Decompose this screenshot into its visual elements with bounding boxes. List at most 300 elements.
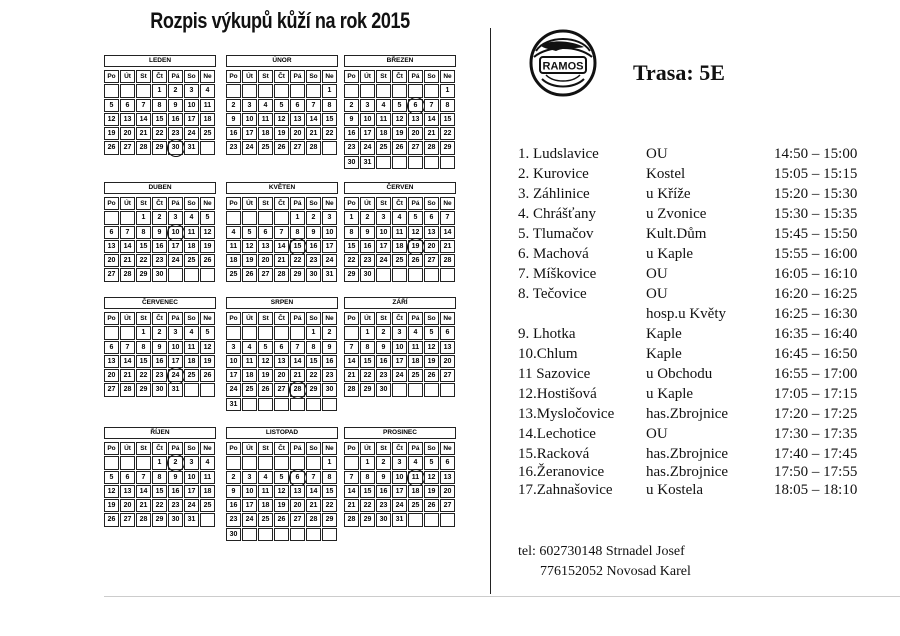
day-cell: 13 (258, 240, 273, 253)
empty-cell (306, 84, 321, 97)
day-cell: 24 (360, 141, 375, 154)
day-cell: 7 (306, 99, 321, 112)
day-cell: 30 (226, 528, 241, 541)
stop-time: 17:05 – 17:15 (774, 386, 858, 402)
day-cell: 3 (184, 84, 199, 97)
day-cell: 18 (408, 355, 423, 368)
empty-cell (136, 84, 151, 97)
day-header: Po (226, 312, 241, 325)
empty-cell (200, 268, 215, 281)
day-cell: 10 (392, 341, 407, 354)
day-cell: 21 (136, 499, 151, 512)
day-cell: 23 (360, 254, 375, 267)
day-cell: 19 (104, 127, 119, 140)
day-header: Út (242, 312, 257, 325)
day-cell: 13 (120, 485, 135, 498)
day-cell: 31 (226, 398, 241, 411)
day-cell: 7 (120, 226, 135, 239)
day-cell: 21 (344, 369, 359, 382)
day-cell: 4 (184, 326, 199, 339)
stop-name: 1. Ludslavice (518, 146, 599, 162)
empty-cell (424, 513, 439, 526)
day-cell: 11 (408, 341, 423, 354)
day-cell: 14 (306, 113, 321, 126)
day-cell: 2 (168, 456, 183, 469)
day-cell: 18 (226, 254, 241, 267)
day-cell: 12 (274, 113, 289, 126)
day-header: Čt (274, 70, 289, 83)
day-cell: 23 (376, 369, 391, 382)
empty-cell (258, 211, 273, 224)
day-header: Po (104, 312, 119, 325)
day-cell: 24 (184, 499, 199, 512)
stop-name: 11 Sazovice (518, 366, 591, 382)
day-cell: 30 (376, 513, 391, 526)
day-cell: 7 (440, 211, 455, 224)
month-days (344, 442, 456, 528)
empty-cell (200, 141, 215, 154)
day-cell: 18 (258, 499, 273, 512)
day-cell: 3 (242, 471, 257, 484)
day-header: Ne (322, 442, 337, 455)
day-cell: 13 (408, 113, 423, 126)
day-cell: 22 (322, 499, 337, 512)
day-cell: 9 (360, 226, 375, 239)
day-cell: 13 (104, 355, 119, 368)
day-cell: 30 (152, 383, 167, 396)
day-cell: 9 (344, 113, 359, 126)
day-header: Pá (408, 312, 423, 325)
empty-cell (408, 268, 423, 281)
day-cell: 14 (274, 240, 289, 253)
day-cell: 3 (168, 211, 183, 224)
day-cell: 24 (376, 254, 391, 267)
day-cell: 26 (200, 369, 215, 382)
day-cell: 6 (120, 99, 135, 112)
empty-cell (184, 383, 199, 396)
stop-time: 17:30 – 17:35 (774, 426, 858, 442)
day-cell: 12 (104, 113, 119, 126)
day-cell: 11 (200, 99, 215, 112)
day-header: St (258, 312, 273, 325)
day-cell: 29 (440, 141, 455, 154)
day-cell: 6 (440, 456, 455, 469)
empty-cell (226, 84, 241, 97)
day-cell: 30 (344, 156, 359, 169)
day-header: Ne (322, 197, 337, 210)
day-cell: 6 (290, 99, 305, 112)
day-cell: 25 (408, 369, 423, 382)
day-header: St (376, 442, 391, 455)
day-cell: 21 (120, 254, 135, 267)
day-cell: 6 (408, 99, 423, 112)
day-cell: 25 (226, 268, 241, 281)
empty-cell (226, 211, 241, 224)
day-cell: 15 (322, 113, 337, 126)
day-cell: 8 (440, 99, 455, 112)
day-cell: 23 (168, 127, 183, 140)
day-header: Ne (200, 70, 215, 83)
day-cell: 4 (258, 471, 273, 484)
day-header: Pá (408, 70, 423, 83)
empty-cell (306, 528, 321, 541)
empty-cell (274, 326, 289, 339)
day-cell: 13 (120, 113, 135, 126)
day-cell: 24 (392, 499, 407, 512)
day-cell: 25 (258, 141, 273, 154)
day-cell: 16 (376, 355, 391, 368)
day-cell: 29 (152, 513, 167, 526)
day-cell: 23 (344, 141, 359, 154)
day-header: Po (226, 442, 241, 455)
day-header: So (184, 197, 199, 210)
day-cell: 11 (258, 485, 273, 498)
day-cell: 3 (184, 456, 199, 469)
day-cell: 19 (424, 485, 439, 498)
empty-cell (408, 84, 423, 97)
day-cell: 9 (226, 113, 241, 126)
day-cell: 27 (120, 513, 135, 526)
day-header: St (136, 312, 151, 325)
day-cell: 9 (306, 226, 321, 239)
day-cell: 5 (392, 99, 407, 112)
day-header: Út (120, 312, 135, 325)
day-cell: 17 (392, 355, 407, 368)
day-cell: 3 (360, 99, 375, 112)
day-header: Čt (392, 197, 407, 210)
empty-cell (290, 84, 305, 97)
ramos-logo-icon (520, 27, 606, 99)
day-cell: 17 (392, 485, 407, 498)
day-cell: 19 (274, 127, 289, 140)
day-cell: 10 (392, 471, 407, 484)
day-cell: 22 (152, 127, 167, 140)
contact-info (518, 542, 691, 582)
day-cell: 29 (306, 383, 321, 396)
month-calendar (104, 55, 216, 156)
empty-cell (274, 211, 289, 224)
day-header: Út (360, 197, 375, 210)
empty-cell (290, 398, 305, 411)
day-cell: 5 (274, 471, 289, 484)
empty-cell (344, 326, 359, 339)
day-header: St (136, 197, 151, 210)
day-header: So (424, 312, 439, 325)
day-cell: 9 (152, 341, 167, 354)
empty-cell (258, 84, 273, 97)
day-cell: 9 (376, 471, 391, 484)
day-cell: 11 (392, 226, 407, 239)
month-days (226, 70, 338, 156)
stop-time: 15:30 – 15:35 (774, 206, 858, 222)
stop-name: 9. Lhotka (518, 326, 576, 342)
month-calendar (104, 297, 216, 398)
day-cell: 17 (322, 240, 337, 253)
day-cell: 1 (136, 211, 151, 224)
day-cell: 21 (440, 240, 455, 253)
day-cell: 5 (200, 326, 215, 339)
day-header: So (424, 70, 439, 83)
day-cell: 20 (424, 240, 439, 253)
day-cell: 5 (424, 456, 439, 469)
empty-cell (322, 141, 337, 154)
day-cell: 27 (290, 513, 305, 526)
day-cell: 2 (168, 84, 183, 97)
day-cell: 26 (424, 499, 439, 512)
day-cell: 5 (258, 341, 273, 354)
day-cell: 19 (392, 127, 407, 140)
day-cell: 3 (376, 211, 391, 224)
day-cell: 26 (392, 141, 407, 154)
stop-time: 16:05 – 16:10 (774, 266, 858, 282)
day-cell: 17 (376, 240, 391, 253)
empty-cell (424, 84, 439, 97)
stop-place: OU (646, 426, 668, 442)
empty-cell (242, 398, 257, 411)
day-header: Pá (408, 442, 423, 455)
day-cell: 2 (322, 326, 337, 339)
stop-place: Kostel (646, 166, 686, 182)
stop-time: 16:35 – 16:40 (774, 326, 858, 342)
month-days (104, 197, 216, 283)
stop-time: 16:55 – 17:00 (774, 366, 858, 382)
stop-time: 16:45 – 16:50 (774, 346, 858, 362)
day-header: Po (104, 442, 119, 455)
day-cell: 23 (152, 254, 167, 267)
day-cell: 12 (424, 341, 439, 354)
day-cell: 21 (306, 127, 321, 140)
day-cell: 26 (258, 383, 273, 396)
day-cell: 2 (152, 211, 167, 224)
day-header: St (136, 70, 151, 83)
divider (490, 28, 491, 594)
day-header: Čt (152, 312, 167, 325)
day-header: So (306, 197, 321, 210)
stop-place: has.Zbrojnice (646, 446, 729, 462)
day-header: St (136, 442, 151, 455)
empty-cell (136, 456, 151, 469)
stop-time: 15:55 – 16:00 (774, 246, 858, 262)
stop-time: 17:20 – 17:25 (774, 406, 858, 422)
stop-time: 15:45 – 15:50 (774, 226, 858, 242)
day-cell: 26 (104, 141, 119, 154)
day-cell: 23 (168, 499, 183, 512)
day-cell: 18 (200, 113, 215, 126)
day-cell: 25 (392, 254, 407, 267)
day-cell: 13 (440, 341, 455, 354)
month-name: BŘEZEN (344, 55, 456, 67)
day-cell: 20 (290, 499, 305, 512)
stop-name: 17.Zahnašovice (518, 482, 613, 498)
day-cell: 19 (200, 355, 215, 368)
month-calendar (344, 297, 456, 398)
day-cell: 13 (290, 485, 305, 498)
day-cell: 30 (322, 383, 337, 396)
day-cell: 7 (120, 341, 135, 354)
empty-cell (274, 456, 289, 469)
day-cell: 6 (274, 341, 289, 354)
day-cell: 6 (120, 471, 135, 484)
page-title: Rozpis výkupů kůží na rok 2015 (150, 8, 410, 33)
day-header: Út (360, 70, 375, 83)
empty-cell (258, 398, 273, 411)
day-cell: 9 (322, 341, 337, 354)
day-cell: 7 (306, 471, 321, 484)
day-cell: 8 (152, 471, 167, 484)
month-name: ČERVEN (344, 182, 456, 194)
day-cell: 10 (184, 471, 199, 484)
day-cell: 20 (258, 254, 273, 267)
day-cell: 12 (392, 113, 407, 126)
empty-cell (322, 398, 337, 411)
empty-cell (306, 456, 321, 469)
day-cell: 29 (360, 513, 375, 526)
day-cell: 20 (290, 127, 305, 140)
day-cell: 7 (344, 471, 359, 484)
day-cell: 19 (408, 240, 423, 253)
day-header: Pá (168, 70, 183, 83)
day-cell: 28 (344, 513, 359, 526)
empty-cell (424, 268, 439, 281)
empty-cell (120, 211, 135, 224)
day-cell: 4 (408, 326, 423, 339)
day-header: Pá (290, 312, 305, 325)
day-cell: 7 (136, 471, 151, 484)
day-cell: 31 (168, 383, 183, 396)
stop-name: 3. Záhlinice (518, 186, 590, 202)
day-cell: 22 (360, 369, 375, 382)
day-header: Ne (440, 70, 455, 83)
day-cell: 23 (322, 369, 337, 382)
day-cell: 2 (306, 211, 321, 224)
day-cell: 27 (408, 141, 423, 154)
stop-name: 8. Tečovice (518, 286, 587, 302)
day-cell: 1 (360, 456, 375, 469)
day-header: Čt (152, 442, 167, 455)
contact-line-2: 776152052 Novosad Karel (540, 564, 691, 579)
day-header: Po (344, 442, 359, 455)
day-cell: 5 (104, 471, 119, 484)
day-cell: 11 (200, 471, 215, 484)
day-cell: 2 (376, 326, 391, 339)
day-cell: 8 (136, 226, 151, 239)
day-header: Pá (168, 312, 183, 325)
day-cell: 11 (184, 341, 199, 354)
day-cell: 19 (424, 355, 439, 368)
route-title: Trasa: 5E (633, 60, 725, 85)
day-cell: 17 (360, 127, 375, 140)
day-header: Pá (290, 442, 305, 455)
day-cell: 27 (258, 268, 273, 281)
empty-cell (226, 326, 241, 339)
stop-time: 14:50 – 15:00 (774, 146, 858, 162)
day-header: Ne (440, 442, 455, 455)
day-cell: 1 (322, 84, 337, 97)
stop-name: 5. Tlumačov (518, 226, 594, 242)
day-cell: 27 (440, 369, 455, 382)
day-cell: 22 (360, 499, 375, 512)
empty-cell (290, 326, 305, 339)
month-name: PROSINEC (344, 427, 456, 439)
day-cell: 13 (440, 471, 455, 484)
empty-cell (274, 84, 289, 97)
empty-cell (408, 156, 423, 169)
month-days (104, 70, 216, 156)
day-cell: 11 (242, 355, 257, 368)
month-name: LISTOPAD (226, 427, 338, 439)
month-calendar (344, 182, 456, 283)
day-cell: 28 (306, 141, 321, 154)
day-cell: 16 (344, 127, 359, 140)
day-cell: 29 (136, 268, 151, 281)
day-cell: 15 (152, 485, 167, 498)
day-cell: 7 (274, 226, 289, 239)
day-header: Út (242, 197, 257, 210)
day-header: Ne (322, 312, 337, 325)
day-cell: 31 (184, 141, 199, 154)
day-cell: 16 (168, 485, 183, 498)
stop-time: 17:40 – 17:45 (774, 446, 858, 462)
day-cell: 4 (376, 99, 391, 112)
stop-place: u Kaple (646, 386, 694, 402)
day-cell: 27 (274, 383, 289, 396)
day-header: Pá (408, 197, 423, 210)
day-cell: 1 (306, 326, 321, 339)
empty-cell (290, 456, 305, 469)
day-cell: 10 (376, 226, 391, 239)
empty-cell (392, 156, 407, 169)
day-cell: 4 (200, 84, 215, 97)
day-header: St (376, 312, 391, 325)
day-cell: 15 (360, 485, 375, 498)
day-cell: 19 (274, 499, 289, 512)
empty-cell (168, 268, 183, 281)
day-cell: 22 (290, 254, 305, 267)
stop-name: 7. Míškovice (518, 266, 597, 282)
day-cell: 12 (258, 355, 273, 368)
day-cell: 14 (120, 355, 135, 368)
day-cell: 6 (258, 226, 273, 239)
day-cell: 12 (104, 485, 119, 498)
ramos-logo (520, 27, 606, 99)
day-header: Út (120, 70, 135, 83)
day-cell: 24 (242, 513, 257, 526)
empty-cell (440, 513, 455, 526)
month-calendar (344, 55, 456, 170)
day-cell: 26 (408, 254, 423, 267)
day-cell: 6 (290, 471, 305, 484)
day-cell: 26 (274, 141, 289, 154)
day-cell: 11 (376, 113, 391, 126)
day-cell: 2 (344, 99, 359, 112)
day-cell: 22 (152, 499, 167, 512)
day-cell: 29 (136, 383, 151, 396)
day-cell: 29 (322, 513, 337, 526)
empty-cell (274, 398, 289, 411)
day-header: Út (120, 197, 135, 210)
day-cell: 30 (360, 268, 375, 281)
day-header: Út (360, 312, 375, 325)
day-cell: 28 (440, 254, 455, 267)
day-cell: 9 (168, 471, 183, 484)
day-cell: 30 (376, 383, 391, 396)
day-header: Po (344, 197, 359, 210)
day-cell: 29 (152, 141, 167, 154)
day-cell: 30 (152, 268, 167, 281)
day-header: So (306, 312, 321, 325)
day-cell: 21 (120, 369, 135, 382)
day-cell: 20 (440, 485, 455, 498)
